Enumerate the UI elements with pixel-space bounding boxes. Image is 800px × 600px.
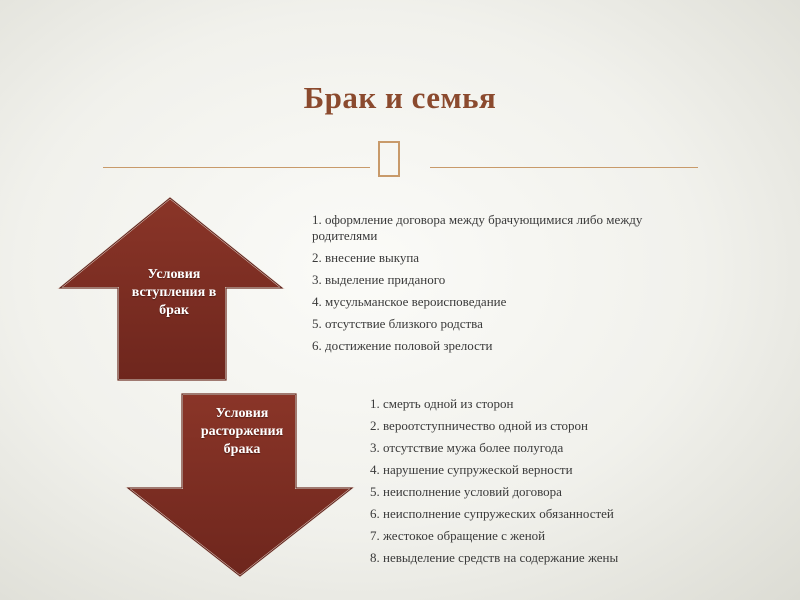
list-item: 8. невыделение средств на содержание жены [370, 550, 619, 565]
divorce-conditions-list [370, 396, 690, 572]
list-item: 4. нарушение супружеской верности [370, 462, 573, 477]
list-item: 3. отсутствие мужа более полугода [370, 440, 564, 455]
list-item: 6. неисполнение супружеских обязанностей [370, 506, 614, 521]
list-item: 7. жестокое обращение с женой [370, 528, 546, 543]
list-item: 5. отсутствие близкого родства [312, 316, 483, 331]
list-item: 5. неисполнение условий договора [370, 484, 562, 499]
list-item: 1. оформление договора между брачующимися либо между родителями [312, 212, 643, 243]
list-item: 1. смерть одной из сторон [370, 396, 514, 411]
divorce-arrow-label: Условия расторжения брака [200, 406, 284, 457]
list-item: 3. выделение приданого [312, 272, 446, 287]
entry-conditions-list [312, 212, 672, 360]
list-item: 2. вероотступничество одной из сторон [370, 418, 589, 433]
entry-arrow-label: Условия вступления в брак [131, 267, 217, 318]
slide-title: Брак и семья [303, 80, 497, 115]
list-item: 6. достижение половой зрелости [312, 338, 493, 353]
list-item: 4. мусульманское вероисповедание [312, 294, 507, 309]
list-item: 2. внесение выкупа [312, 250, 420, 265]
